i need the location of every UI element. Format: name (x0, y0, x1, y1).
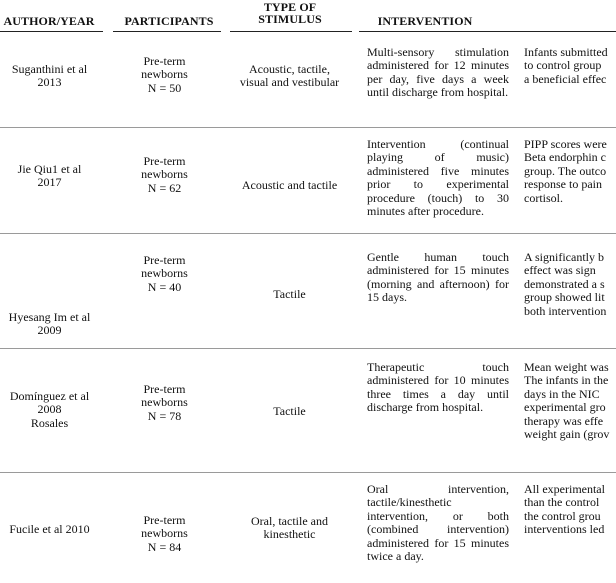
intervention-cell: Therapeutic touch administered for 10 minutes three times a day until discharge from hospital. (367, 360, 509, 415)
participants-cell: Pre-term newborns N = 62 (141, 154, 188, 195)
outcome-cell: Mean weight was The infants in the days in the NIC experimental gro therapy was effe weight gain (grov (524, 361, 610, 442)
stimulus-cell: Acoustic and tactile (241, 178, 338, 192)
outcome-cell: PIPP scores were Beta endorphin c group. The outco response to pain cortisol. (524, 138, 607, 205)
stimulus-cell: Tactile (273, 404, 306, 418)
outcome-cell: All experimental than the control the control grou interventions led (524, 483, 605, 537)
outcome-cell: A significantly b effect was sign demonstrated a s group showed lit both intervention (524, 251, 607, 318)
table-header (0, 0, 616, 34)
header-rule (230, 31, 352, 32)
author-cell: Domínguez et al 2008 Rosales (9, 389, 90, 430)
header-participants: PARTICIPANTS (124, 14, 214, 28)
stimulus-cell: Acoustic, tactile, visual and vestibular (239, 62, 340, 90)
table-row (0, 234, 616, 340)
author-cell: Hyesang Im et al 2009 (8, 310, 91, 338)
row-separator (0, 472, 616, 473)
table-row (0, 350, 616, 460)
row-separator (0, 348, 616, 349)
author-cell: Fucile et al 2010 (9, 522, 90, 536)
stimulus-cell: Oral, tactile and kinesthetic (251, 514, 328, 542)
header-rule (359, 31, 616, 32)
outcome-cell: Infants submitted to control group a beneficial effec (524, 46, 608, 86)
header-type-of-stimulus: TYPE OF STIMULUS (258, 0, 322, 26)
author-cell: Suganthini et al 2013 (11, 62, 88, 90)
header-rule (113, 31, 221, 32)
participants-cell: Pre-term newborns N = 78 (141, 382, 188, 423)
intervention-cell: Multi-sensory stimulation administered for 12 minutes per day, five days a week until discharge from hospital. (367, 45, 509, 100)
participants-cell: Pre-term newborns N = 40 (141, 253, 188, 294)
header-author-year: AUTHOR/YEAR (3, 14, 95, 28)
intervention-cell: Oral intervention, tactile/kinesthetic intervention, or both (combined intervention) administered for 15 minutes twice a day. (367, 482, 509, 564)
participants-cell: Pre-term newborns N = 50 (141, 54, 188, 95)
author-cell: Jie Qiu1 et al 2017 (17, 162, 82, 190)
table-row (0, 474, 616, 583)
stimulus-cell: Tactile (273, 287, 306, 301)
table-row (0, 128, 616, 232)
header-rule (0, 31, 103, 32)
participants-cell: Pre-term newborns N = 84 (141, 513, 188, 554)
intervention-cell: Gentle human touch administered for 15 minutes (morning and afternoon) for 15 days. (367, 250, 509, 305)
header-intervention: INTERVENTION (377, 14, 473, 28)
table-row (0, 42, 616, 126)
intervention-cell: Intervention (continual playing of music) administered five minutes prior to experimental procedure (touch) to 30 minutes after procedure. (367, 137, 509, 219)
